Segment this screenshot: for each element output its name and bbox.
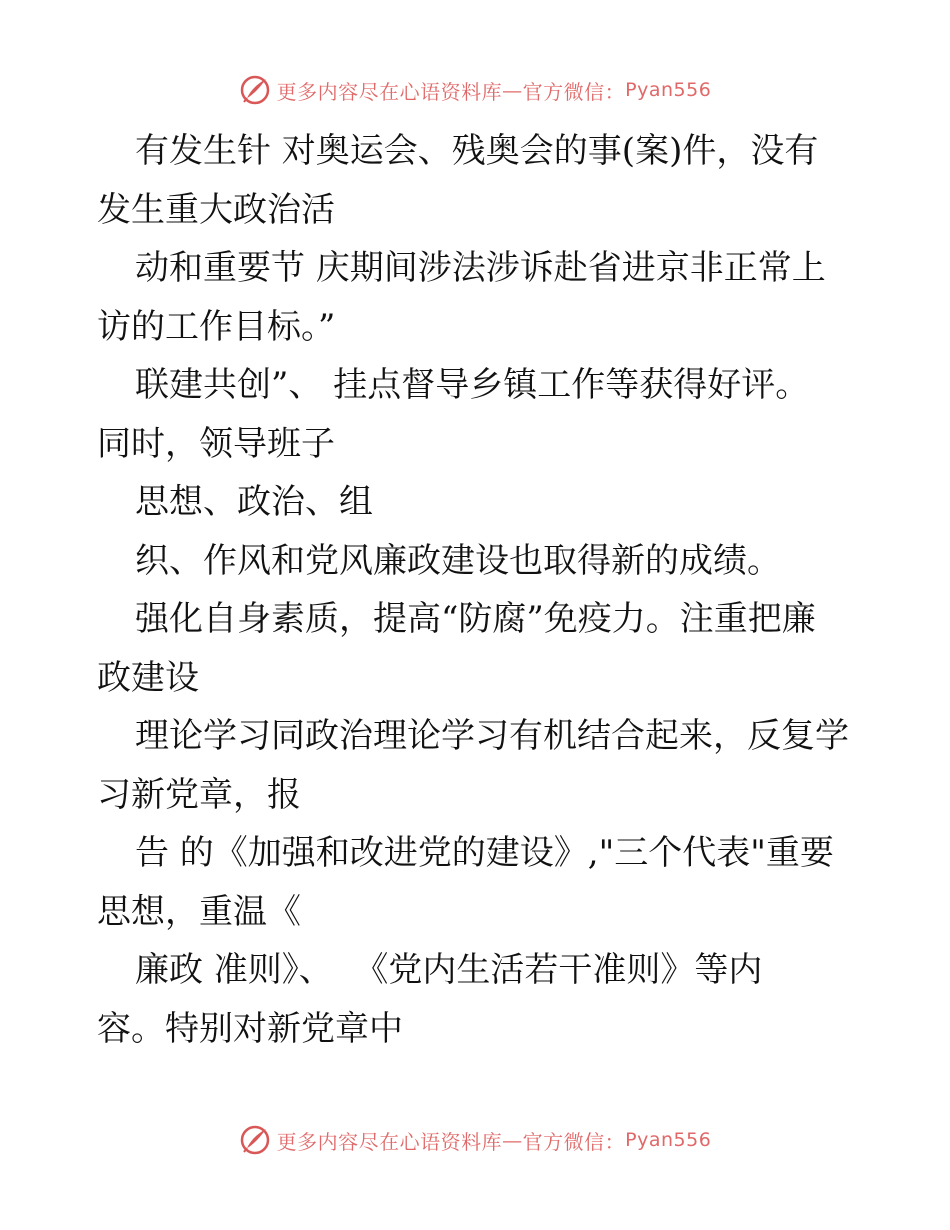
watermark-text: 更多内容尽在心语资料库 <box>276 79 503 104</box>
document-body <box>97 122 867 1058</box>
body-text-line: 动和重要节 庆期间涉法涉诉赴省进京非正常上 <box>135 248 826 288</box>
watermark-label: 官方微信： <box>522 79 626 104</box>
body-text-line: 容。特别对新党章中 <box>97 1008 403 1049</box>
watermark-separator: — <box>502 1128 523 1152</box>
body-text-line: 有发生针 对奥运会、残奥会的事(案)件，没有 <box>135 131 819 171</box>
body-text-line: 思想、政治、组 <box>135 482 373 522</box>
footer-watermark <box>0 1120 950 1160</box>
body-text-line: 习新党章，报 <box>97 774 301 815</box>
watermark-label: 官方微信： <box>522 1129 626 1154</box>
watermark-text: 更多内容尽在心语资料库 <box>276 1129 503 1154</box>
body-text-line: 告 的《加强和改进党的建设》,"三个代表"重要 <box>135 833 834 873</box>
watermark-wechat-id: Pyan556 <box>625 79 712 101</box>
body-text-line: 访的工作目标。” <box>97 306 336 347</box>
body-text-line: 织、作风和党风廉政建设也取得新的成绩。 <box>135 540 781 581</box>
feather-pen-logo-icon <box>239 1124 271 1156</box>
body-text-line: 联建共创”、 挂点督导乡镇工作等获得好评。 <box>135 365 810 405</box>
header-watermark <box>0 70 950 110</box>
watermark-wechat-id: Pyan556 <box>625 1129 712 1151</box>
watermark-separator: — <box>502 78 523 102</box>
body-text-line: 强化自身素质，提高“防腐”免疫力。注重把廉 <box>135 599 816 639</box>
body-text-line: 政建设 <box>97 657 199 698</box>
body-text-line: 同时，领导班子 <box>97 423 335 464</box>
feather-pen-logo-icon <box>239 74 271 106</box>
body-text-line: 发生重大政治活 <box>97 189 335 230</box>
body-text-line: 理论学习同政治理论学习有机结合起来，反复学 <box>135 716 849 756</box>
body-text-line: 思想，重温《 <box>97 891 301 932</box>
body-text-line: 廉政 准则》、 《党内生活若干准则》等内 <box>135 950 763 990</box>
